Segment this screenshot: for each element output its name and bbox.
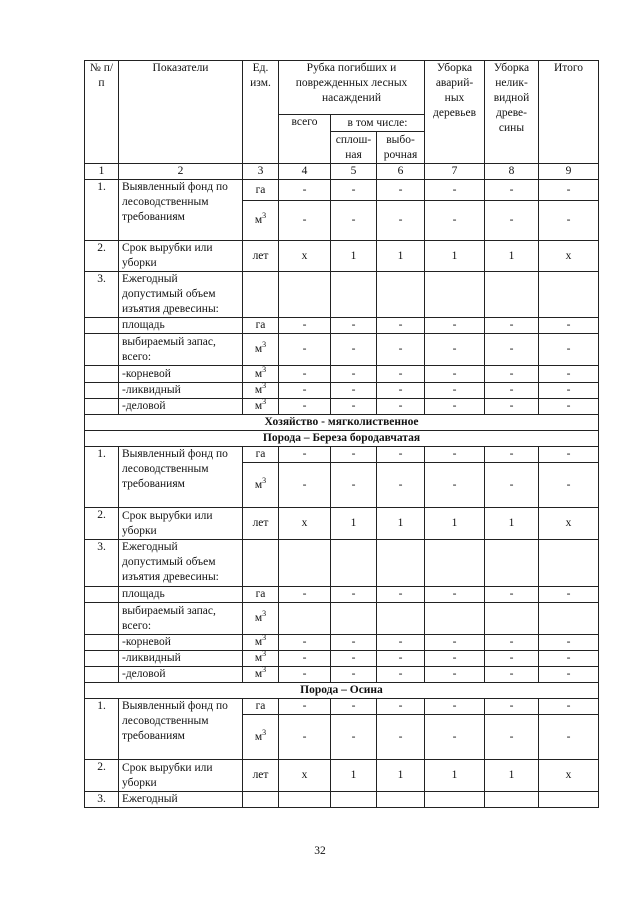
value-cell: - bbox=[485, 334, 539, 366]
value-cell: - bbox=[485, 715, 539, 760]
value-cell: - bbox=[331, 180, 377, 201]
value-cell: - bbox=[279, 366, 331, 383]
value-cell: - bbox=[425, 463, 485, 508]
value-cell: - bbox=[425, 318, 485, 334]
table-row bbox=[85, 651, 599, 667]
table-row bbox=[85, 635, 599, 651]
unit-cell: $м^3$ bbox=[243, 667, 279, 683]
value-cell: - bbox=[331, 587, 377, 603]
value-cell: - bbox=[539, 463, 599, 508]
table-row bbox=[85, 447, 599, 463]
value-cell: - bbox=[377, 201, 425, 241]
value-cell: - bbox=[539, 447, 599, 463]
value-cell: - bbox=[425, 201, 485, 241]
table-row bbox=[85, 667, 599, 683]
row-number: 3. bbox=[85, 540, 119, 587]
row-label: Срок вырубки или уборки bbox=[119, 760, 243, 792]
value-cell: - bbox=[539, 180, 599, 201]
section-heading-birch: Порода – Береза бородавчатая bbox=[85, 431, 599, 447]
value-cell: - bbox=[331, 334, 377, 366]
value-cell: - bbox=[485, 699, 539, 715]
table-row bbox=[85, 699, 599, 715]
table-row bbox=[85, 792, 599, 808]
value-cell: - bbox=[279, 318, 331, 334]
value-cell: - bbox=[425, 334, 485, 366]
value-cell: 1 bbox=[377, 760, 425, 792]
value-cell: - bbox=[377, 334, 425, 366]
value-cell: - bbox=[377, 651, 425, 667]
header-including: в том числе: bbox=[331, 115, 425, 132]
value-cell: - bbox=[425, 715, 485, 760]
value-cell: - bbox=[331, 699, 377, 715]
header-total-felling: всего bbox=[279, 115, 331, 164]
value-cell: - bbox=[331, 201, 377, 241]
unit-cell: $м^3$ bbox=[243, 603, 279, 635]
table-row bbox=[85, 180, 599, 201]
row-number: 3. bbox=[85, 272, 119, 318]
value-cell: - bbox=[425, 366, 485, 383]
value-cell: - bbox=[377, 587, 425, 603]
header-clear: сплош-ная bbox=[331, 132, 377, 164]
value-cell: - bbox=[279, 447, 331, 463]
unit-cell: лет bbox=[243, 241, 279, 272]
value-cell: - bbox=[539, 334, 599, 366]
value-cell: - bbox=[331, 715, 377, 760]
value-cell: 1 bbox=[485, 241, 539, 272]
column-number: 6 bbox=[377, 164, 425, 180]
table-row bbox=[85, 587, 599, 603]
column-number: 8 bbox=[485, 164, 539, 180]
table-row bbox=[85, 366, 599, 383]
value-cell: х bbox=[279, 508, 331, 540]
value-cell: 1 bbox=[425, 760, 485, 792]
value-cell: - bbox=[539, 587, 599, 603]
value-cell: - bbox=[425, 635, 485, 651]
value-cell: - bbox=[377, 318, 425, 334]
unit-cell: $м^3$ bbox=[243, 715, 279, 760]
value-cell: - bbox=[485, 651, 539, 667]
value-cell: 1 bbox=[485, 760, 539, 792]
row-label: Выявленный фонд по лесоводственным требованиям bbox=[119, 699, 243, 760]
value-cell: - bbox=[279, 334, 331, 366]
value-cell: - bbox=[485, 366, 539, 383]
value-cell: 1 bbox=[331, 508, 377, 540]
row-number: 2. bbox=[85, 760, 119, 792]
value-cell: - bbox=[485, 463, 539, 508]
row-label: -корневой bbox=[119, 366, 243, 383]
value-cell: - bbox=[425, 667, 485, 683]
value-cell: - bbox=[539, 366, 599, 383]
table-row bbox=[85, 241, 599, 272]
value-cell: - bbox=[539, 383, 599, 399]
value-cell: - bbox=[279, 201, 331, 241]
value-cell: - bbox=[485, 635, 539, 651]
value-cell: - bbox=[331, 383, 377, 399]
row-label: площадь bbox=[119, 318, 243, 334]
row-number: 1. bbox=[85, 699, 119, 760]
value-cell: - bbox=[279, 463, 331, 508]
value-cell: 1 bbox=[485, 508, 539, 540]
column-number: 4 bbox=[279, 164, 331, 180]
value-cell: 1 bbox=[425, 508, 485, 540]
value-cell: - bbox=[377, 463, 425, 508]
value-cell: - bbox=[539, 651, 599, 667]
value-cell: - bbox=[485, 447, 539, 463]
value-cell: 1 bbox=[425, 241, 485, 272]
section-heading-farm: Хозяйство - мягколиственное bbox=[85, 415, 599, 431]
value-cell: - bbox=[279, 180, 331, 201]
value-cell: - bbox=[485, 587, 539, 603]
header-felling: Рубка погибших и поврежденных лесных насаждений bbox=[279, 61, 425, 115]
value-cell: - bbox=[539, 635, 599, 651]
value-cell: - bbox=[377, 667, 425, 683]
value-cell: - bbox=[425, 399, 485, 415]
value-cell: - bbox=[331, 318, 377, 334]
value-cell: - bbox=[485, 180, 539, 201]
row-number: 2. bbox=[85, 241, 119, 272]
header-indicators: Показатели bbox=[119, 61, 243, 164]
header-illiquid: Уборка нелик-видной древе-сины bbox=[485, 61, 539, 164]
value-cell: - bbox=[279, 587, 331, 603]
unit-cell: $м^3$ bbox=[243, 201, 279, 241]
value-cell: - bbox=[425, 699, 485, 715]
value-cell: - bbox=[539, 715, 599, 760]
unit-cell: га bbox=[243, 699, 279, 715]
row-label: выбираемый запас, всего: bbox=[119, 603, 243, 635]
value-cell: - bbox=[485, 667, 539, 683]
column-number: 5 bbox=[331, 164, 377, 180]
value-cell: 1 bbox=[331, 241, 377, 272]
value-cell: - bbox=[425, 651, 485, 667]
value-cell: 1 bbox=[377, 241, 425, 272]
value-cell: х bbox=[279, 241, 331, 272]
unit-cell: га bbox=[243, 318, 279, 334]
header-num: № п/п bbox=[85, 61, 119, 164]
row-label: Срок вырубки или уборки bbox=[119, 508, 243, 540]
value-cell: - bbox=[377, 399, 425, 415]
unit-cell: лет bbox=[243, 760, 279, 792]
column-number: 1 bbox=[85, 164, 119, 180]
row-label: -деловой bbox=[119, 399, 243, 415]
value-cell: - bbox=[539, 699, 599, 715]
value-cell: - bbox=[279, 635, 331, 651]
unit-cell: $м^3$ bbox=[243, 383, 279, 399]
value-cell: - bbox=[279, 399, 331, 415]
value-cell: - bbox=[377, 366, 425, 383]
table-row bbox=[85, 760, 599, 792]
unit-cell: га bbox=[243, 447, 279, 463]
value-cell: - bbox=[485, 201, 539, 241]
row-number: 1. bbox=[85, 180, 119, 241]
section-heading-aspen: Порода – Осина bbox=[85, 683, 599, 699]
value-cell: - bbox=[279, 715, 331, 760]
value-cell: - bbox=[539, 667, 599, 683]
value-cell: - bbox=[539, 399, 599, 415]
row-label: Ежегодный bbox=[119, 792, 243, 808]
column-numbers-row bbox=[85, 164, 599, 180]
row-label: Ежегодный допустимый объем изъятия древесины: bbox=[119, 540, 243, 587]
column-number: 2 bbox=[119, 164, 243, 180]
value-cell: - bbox=[331, 463, 377, 508]
table-row bbox=[85, 318, 599, 334]
row-label: Выявленный фонд по лесоводственным требованиям bbox=[119, 180, 243, 241]
value-cell: х bbox=[279, 760, 331, 792]
value-cell: - bbox=[425, 180, 485, 201]
value-cell: - bbox=[485, 399, 539, 415]
table-row bbox=[85, 383, 599, 399]
unit-cell: $м^3$ bbox=[243, 399, 279, 415]
column-number: 9 bbox=[539, 164, 599, 180]
value-cell: - bbox=[377, 447, 425, 463]
value-cell: - bbox=[485, 318, 539, 334]
row-label: -корневой bbox=[119, 635, 243, 651]
row-number: 1. bbox=[85, 447, 119, 508]
row-label: -ликвидный bbox=[119, 651, 243, 667]
table-row bbox=[85, 540, 599, 587]
unit-cell: га bbox=[243, 180, 279, 201]
value-cell: 1 bbox=[377, 508, 425, 540]
value-cell: - bbox=[377, 635, 425, 651]
row-label: -ликвидный bbox=[119, 383, 243, 399]
column-number: 7 bbox=[425, 164, 485, 180]
row-label: Срок вырубки или уборки bbox=[119, 241, 243, 272]
table-row bbox=[85, 334, 599, 366]
row-label: -деловой bbox=[119, 667, 243, 683]
value-cell: - bbox=[377, 699, 425, 715]
value-cell: - bbox=[331, 635, 377, 651]
row-label: выбираемый запас, всего: bbox=[119, 334, 243, 366]
row-label: Выявленный фонд по лесоводственным требованиям bbox=[119, 447, 243, 508]
value-cell: - bbox=[425, 447, 485, 463]
page-number: 32 bbox=[314, 845, 326, 857]
row-number: 2. bbox=[85, 508, 119, 540]
row-label: площадь bbox=[119, 587, 243, 603]
header-unit: Ед. изм. bbox=[243, 61, 279, 164]
value-cell: - bbox=[485, 383, 539, 399]
value-cell: - bbox=[377, 180, 425, 201]
row-label: Ежегодный допустимый объем изъятия древесины: bbox=[119, 272, 243, 318]
header-sum: Итого bbox=[539, 61, 599, 164]
table-row bbox=[85, 603, 599, 635]
unit-cell: $м^3$ bbox=[243, 651, 279, 667]
value-cell: - bbox=[377, 715, 425, 760]
unit-cell: га bbox=[243, 587, 279, 603]
value-cell: - bbox=[279, 383, 331, 399]
value-cell: - bbox=[331, 366, 377, 383]
value-cell: - bbox=[377, 383, 425, 399]
table-row bbox=[85, 399, 599, 415]
value-cell: - bbox=[331, 399, 377, 415]
value-cell: х bbox=[539, 508, 599, 540]
value-cell: - bbox=[279, 667, 331, 683]
row-number: 3. bbox=[85, 792, 119, 808]
value-cell: - bbox=[425, 587, 485, 603]
value-cell: х bbox=[539, 241, 599, 272]
header-emergency: Уборка аварий-ных деревьев bbox=[425, 61, 485, 164]
value-cell: - bbox=[539, 201, 599, 241]
header-selective: выбо-рочная bbox=[377, 132, 425, 164]
unit-cell: $м^3$ bbox=[243, 635, 279, 651]
value-cell: - bbox=[279, 651, 331, 667]
value-cell: - bbox=[331, 667, 377, 683]
unit-cell: $м^3$ bbox=[243, 463, 279, 508]
unit-cell: лет bbox=[243, 508, 279, 540]
forest-felling-table bbox=[84, 60, 599, 808]
table-row bbox=[85, 272, 599, 318]
value-cell: - bbox=[279, 699, 331, 715]
unit-cell: $м^3$ bbox=[243, 334, 279, 366]
value-cell: - bbox=[539, 318, 599, 334]
column-number: 3 bbox=[243, 164, 279, 180]
value-cell: - bbox=[331, 447, 377, 463]
value-cell: - bbox=[425, 383, 485, 399]
value-cell: х bbox=[539, 760, 599, 792]
value-cell: 1 bbox=[331, 760, 377, 792]
table-row bbox=[85, 508, 599, 540]
value-cell: - bbox=[331, 651, 377, 667]
unit-cell: $м^3$ bbox=[243, 366, 279, 383]
